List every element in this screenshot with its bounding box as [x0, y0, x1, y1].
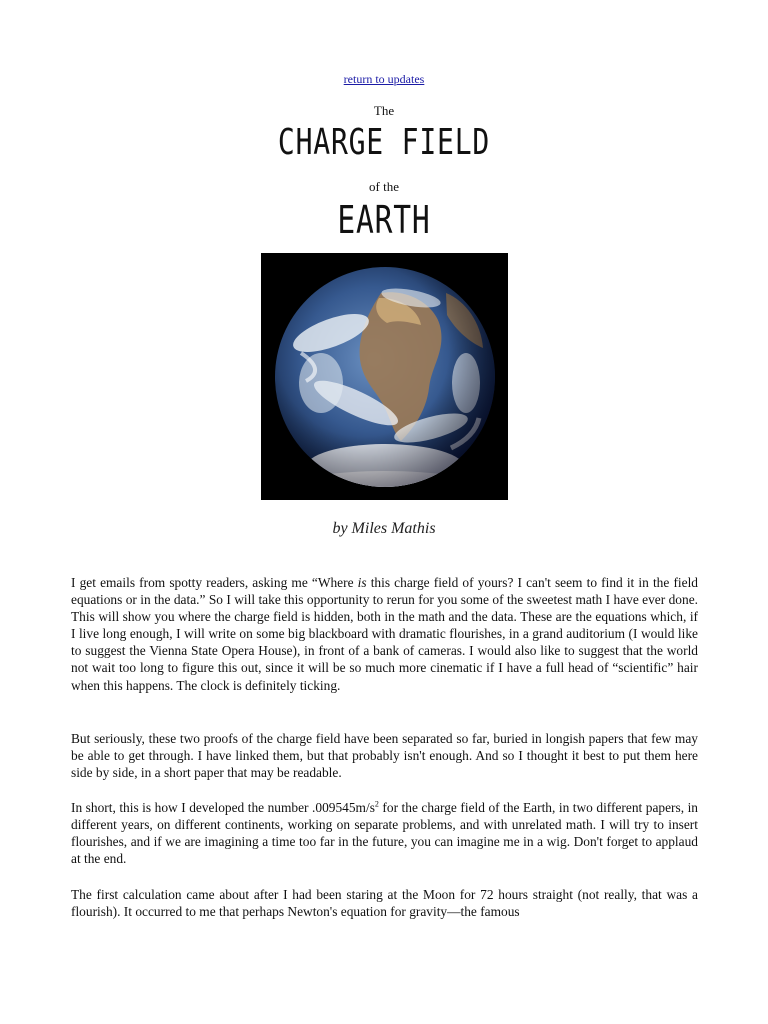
paragraph-3: In short, this is how I developed the number $.009545m/s^2$ for the charge field of the Earth, in two different papers, in different years, on different continents, working on separate problems, and with unrelated math. I will try to insert flourishes, and if we are imagining a time too far in the future, you can imagine me in a wig. Don't forget to applaud at the end.	[71, 799, 698, 867]
author-byline: by Miles Mathis	[332, 520, 436, 537]
paragraph-1: I get emails from spotty readers, asking me “Where is this charge field of yours? I can't seem to find it in the field equations or in the data.” So I will take this opportunity to rerun for you some of the sweetest math I have ever done. This will show you where the charge field is hidden, both in the math and the data. These are the equations which, if I live long enough, I will write on some big blackboard with dramatic flourishes, in a grand auditorium (I would like to suggest the Vienna State Opera House), in front of a bank of cameras. I would also like to suggest that the world not wait too long to figure this out, since it will be so much more cinematic if I have a full head of “scientific” hair when this happens. The clock is definitely ticking.	[71, 575, 698, 693]
paragraph-2: But seriously, these two proofs of the charge field have been separated so far, buried in longish papers that few may be able to get through. I have linked them, but that probably isn't enough. And so I thought it best to put them here side by side, in a short paper that may be readable.	[71, 731, 698, 781]
title-charge-field: CHARGE FIELD	[277, 122, 491, 163]
return-to-updates-link[interactable]: return to updates	[343, 72, 425, 86]
paragraph-4: The first calculation came about after I had been staring at the Moon for 72 hours straight (not really, that was a flourish). It occurred to me that perhaps Newton's equation for gravity—the famous	[71, 887, 698, 920]
earth-globe-image	[261, 253, 508, 500]
title-earth: EARTH	[337, 198, 431, 242]
earth-photo	[261, 253, 508, 500]
title-of-the: of the	[369, 179, 399, 194]
title-the: The	[373, 103, 395, 118]
